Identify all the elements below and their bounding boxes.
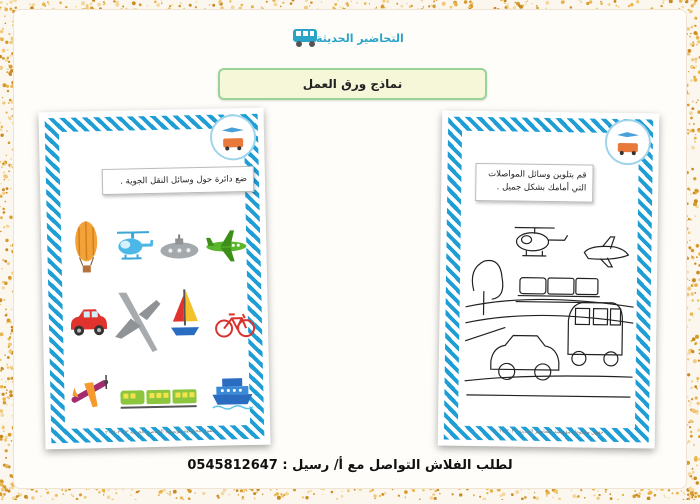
instruction-box — [102, 166, 255, 195]
coloring-scene-icon — [462, 211, 635, 413]
worksheet-badge — [210, 114, 257, 161]
submarine-icon — [158, 234, 201, 263]
ship-icon — [210, 376, 255, 411]
brand-name: التحاضير الحديثة — [316, 32, 404, 45]
car-icon — [67, 303, 110, 338]
sailboat-icon — [168, 285, 201, 342]
hot-air-balloon-icon — [71, 219, 102, 280]
copyright-note: حقوق محفوظة مؤسسة التحاضير الحديثة ٢٠٢٣-٢٠٢٤ — [105, 427, 215, 437]
contact-line: لطلب الفلاش التواصل مع أ/ رسيل : 0545812647 — [187, 458, 513, 473]
instruction-text: ضع دائرة حول وسائل النقل الجوية . — [120, 174, 248, 187]
propeller-plane-icon — [68, 369, 113, 416]
copyright-note: حقوق محفوظة مؤسسة التحاضير الحديثة ٢٠٢٣-٢٠٢٤ — [493, 428, 604, 436]
worksheet-right — [438, 111, 660, 449]
airplane-icon — [204, 226, 249, 267]
vehicles-badge-icon — [212, 116, 255, 159]
worksheet-badge — [605, 119, 652, 166]
train-icon — [118, 385, 201, 413]
brand-logo — [290, 22, 410, 52]
page-title: نماذج ورق العمل — [218, 68, 487, 100]
vehicles-badge-icon — [607, 121, 650, 164]
bicycle-icon — [215, 308, 256, 339]
helicopter-icon — [113, 228, 154, 267]
worksheet-left — [38, 108, 270, 450]
airplane-icon — [112, 288, 163, 355]
instruction-box — [475, 163, 594, 203]
instruction-text: قم بتلوين وسائل المواصلات التي أمامك بشكل جميل . — [488, 169, 587, 194]
